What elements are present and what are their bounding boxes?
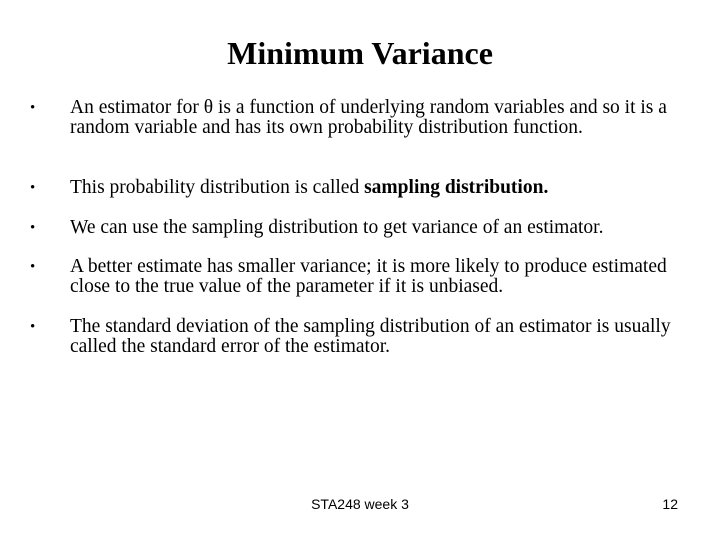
bullet-item [30,256,695,297]
bullet-item [30,97,695,138]
bullet-text: This probability distribution is called [70,177,365,198]
bullet-marker: • [30,319,36,335]
footer-course-label: STA248 week 3 [311,496,409,512]
bullet-text: We can use the sampling distribution to get variance of an estimator. [70,217,604,238]
bullet-text: The standard deviation of the sampling distribution of an estimator is usually called the standard error of the estimator. [70,316,671,357]
slide-title: Minimum Variance [227,35,493,71]
bullet-item [30,217,695,238]
bullet-text: A better estimate has smaller variance; it is more likely to produce estimated close to the true value of the parameter if it is unbiased. [70,256,667,297]
bullet-marker: • [30,220,36,236]
bullet-item [30,316,695,357]
bullet-marker: • [30,259,36,275]
bullet-bold-term: sampling distribution. [364,177,549,198]
bullet-marker: • [30,100,36,116]
bullet-text: An estimator for θ is a function of underlying random variables and so it is a random variable and has its own probability distribution function. [70,97,667,138]
bullet-marker: • [30,180,36,196]
bullet-item [30,177,695,198]
page-number: 12 [662,496,678,512]
